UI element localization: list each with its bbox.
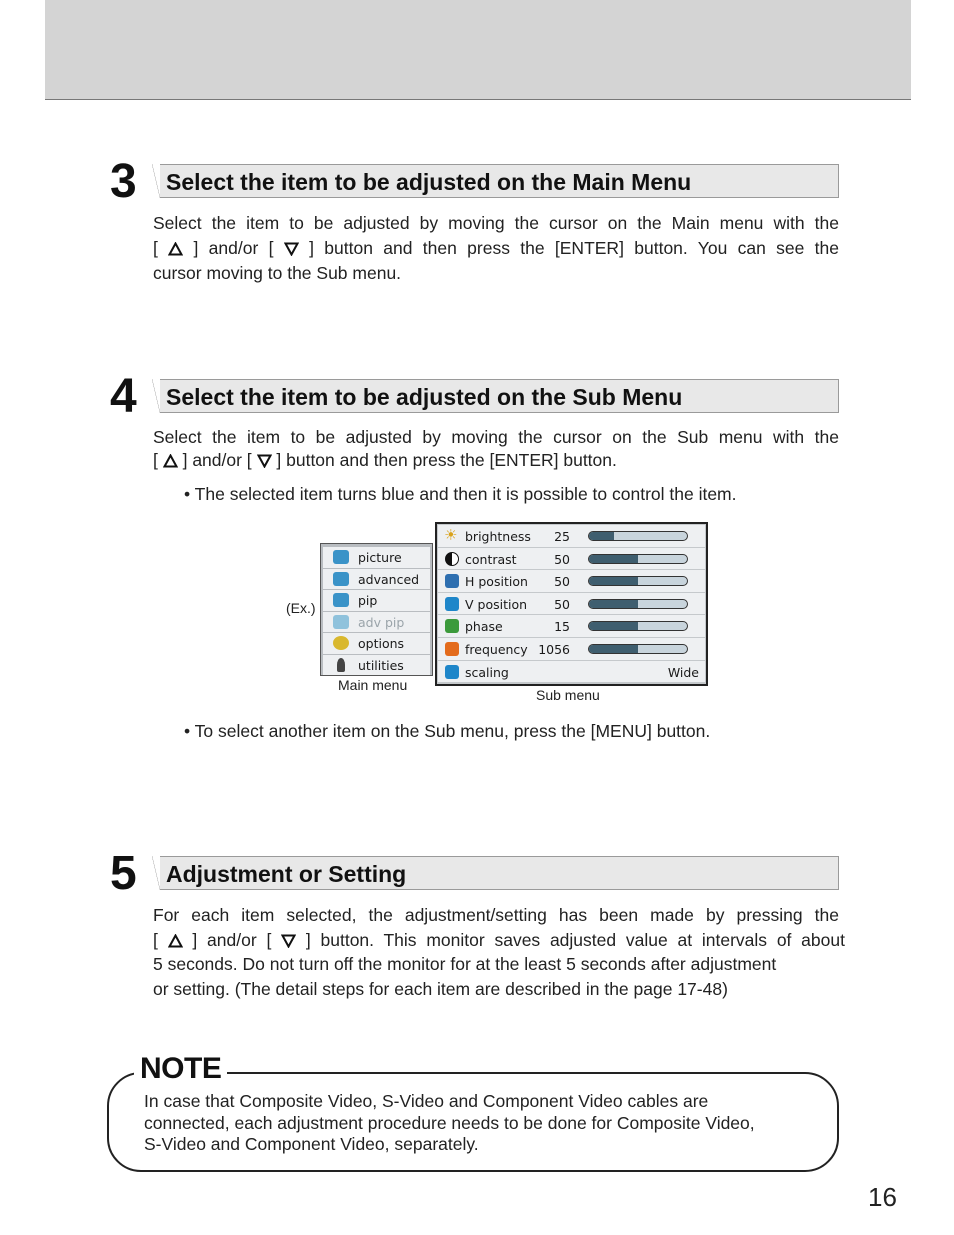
advanced-icon [333,572,349,586]
scaling-icon [445,665,459,679]
step-4-heading-text: Select the item to be adjusted on the Sub Menu [166,384,683,410]
step-5-line-2: [ ] and/or [ ] button. This monitor saves adjusted value at intervals of about [153,929,845,950]
step-4-line-2: [ ] and/or [ ] button and then press the [ENTER] button. [153,450,617,470]
phase-icon [445,619,459,633]
h-position-icon [445,574,459,588]
main-menu-item-options[interactable]: options [323,633,430,654]
h-position-slider[interactable] [588,576,688,586]
main-menu-item-picture[interactable]: picture [323,547,430,568]
brightness-value: 25 [554,529,570,544]
step-4-text [153,426,839,472]
step-5-line-1: For each item selected, the adjustment/setting has been made by pressing the [153,905,839,925]
step-4-heading [152,379,839,413]
h-position-value: 50 [554,574,570,590]
step-4-bullet-2: • To select another item on the Sub menu, press the [MENU] button. [184,721,711,741]
note-title: NOTE [134,1052,227,1086]
contrast-slider[interactable] [588,554,688,564]
note-line-2: connected, each adjustment procedure needs to be done for Composite Video, [144,1112,755,1133]
adv-pip-icon [333,615,349,629]
sub-menu-item-phase[interactable]: phase 15 [438,615,705,637]
up-triangle-icon [168,934,183,948]
step-3-heading [152,164,839,198]
step-5-text [153,903,845,1001]
sub-menu [435,522,708,686]
pip-icon [333,593,349,607]
down-triangle-icon [257,454,272,468]
page-number: 16 [868,1182,897,1212]
brightness-icon [445,529,459,543]
contrast-value: 50 [554,551,570,567]
step-3-line-3: cursor moving to the Sub menu. [153,263,402,283]
options-icon [333,636,349,650]
sub-menu-item-scaling[interactable]: scaling Wide [438,661,705,683]
step-3-line-2: [ ] and/or [ ] button and then press the [ENTER] button. You can see the [153,238,839,258]
main-menu [320,543,433,676]
contrast-icon [445,552,459,566]
example-label: (Ex.) [286,600,316,616]
step-5-line-4: or setting. (The detail steps for each item are described in the page 17-48) [153,978,728,999]
frequency-icon [445,642,459,656]
note-line-3: S-Video and Component Video, separately. [144,1134,479,1154]
phase-slider[interactable] [588,621,688,631]
down-triangle-icon [281,934,296,948]
main-menu-caption: Main menu [338,677,408,693]
sub-menu-item-v-position[interactable]: V position 50 [438,593,705,615]
main-menu-item-utilities[interactable]: utilities [323,655,430,676]
brightness-slider[interactable] [588,531,688,541]
v-position-icon [445,597,459,611]
step-5-heading [152,856,839,890]
frequency-value: 1056 [538,641,570,657]
step-3-number: 3 [110,155,136,208]
main-menu-item-pip[interactable]: pip [323,590,430,611]
main-menu-item-advanced[interactable]: advanced [323,569,430,590]
utilities-icon [337,658,345,672]
up-triangle-icon [168,242,183,256]
scaling-value: Wide [667,664,699,680]
step-5-line-3: 5 seconds. Do not turn off the monitor for at the least 5 seconds after adjustment [153,954,777,974]
v-position-value: 50 [554,596,570,612]
phase-value: 15 [554,619,570,635]
sub-menu-item-brightness[interactable]: ☀ brightness 25 [438,525,705,547]
step-3-text [153,211,839,286]
sub-menu-caption: Sub menu [536,687,600,703]
v-position-slider[interactable] [588,599,688,609]
step-4-line-1: Select the item to be adjusted by moving the cursor on the Sub menu with the [153,427,839,447]
frequency-slider[interactable] [588,644,688,654]
step-5-number: 5 [110,847,136,900]
header-band [45,0,911,100]
note-text [144,1091,824,1156]
step-4-number: 4 [110,370,136,423]
note-line-1: In case that Composite Video, S-Video and Component Video cables are [144,1091,709,1111]
up-triangle-icon [163,454,178,468]
down-triangle-icon [284,242,299,256]
step-5-heading-text: Adjustment or Setting [166,861,407,887]
main-menu-item-adv-pip: adv pip [323,612,430,633]
sub-menu-item-frequency[interactable]: frequency 1056 [438,638,705,660]
picture-icon [333,550,349,564]
step-3-line-1: Select the item to be adjusted by moving the cursor on the Main menu with the [153,213,839,233]
sub-menu-item-contrast[interactable]: contrast 50 [438,548,705,570]
step-3-heading-text: Select the item to be adjusted on the Main Menu [166,169,692,195]
step-4-bullet-1: • The selected item turns blue and then it is possible to control the item. [184,484,737,504]
sub-menu-item-h-position[interactable]: H position 50 [438,570,705,592]
